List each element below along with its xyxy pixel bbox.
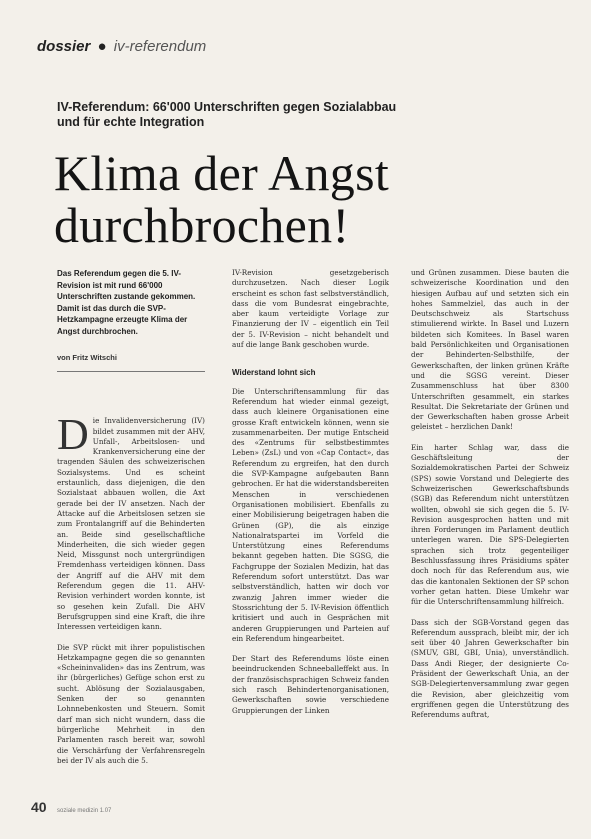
body-start	[57, 410, 205, 766]
author-byline: von Fritz Witschi	[57, 353, 117, 362]
section-kicker	[37, 38, 206, 55]
body-paragraph: Der Start des Referendums löste einen beeindruckenden Schneeballeffekt aus. In der französischsprachigen Schweiz fanden sich rasch Behindertenorganisationen, Gewerkschaften sowie verschiedene Gruppierungen der Linken	[232, 654, 389, 715]
section-heading: Widerstand lohnt sich	[232, 368, 316, 378]
body-paragraph	[57, 410, 205, 632]
kicker-dossier: dossier	[37, 38, 91, 55]
lead-paragraph: Das Referendum gegen die 5. IV-Revision ist mit rund 66'000 Unterschriften zustande gekommen. Damit ist das durch die SVP-Hetzkampagne erzeugte Klima der Angst durchbrochen.	[57, 269, 196, 336]
body-paragraph: Die SVP rückt mit ihrer populistischen Hetzkampagne gegen die so genannten «Scheininvaliden» das ins Zentrum, was ihr (bürgerliches) Gefüge schon erst zu sucht. Ablösung der Sozialausgaben, Senken der so genannten Lohnnebenkosten und Steuern. Somit darf man sich nicht wundern, dass die bürgerliche Mehrheit in den Parlamenten rasch bereit war, sowohl die Verschärfung der Verfahrensregeln bei der IV als auch die 5.	[57, 642, 205, 765]
article-title: Klima der Angst durchbrochen!	[54, 145, 390, 253]
body-paragraph: Ein harter Schlag war, dass die Geschäftsleitung der Sozialdemokratischen Partei der Schweiz (SPS) sowie Vorstand und Delegierte des Schweizerischen Gewerkschaftsbunds (SGB) das Referendum nicht unterstützen wollten, obwohl sie sich gegen die 5. IV-Revision ausgesprochen hatten und mit ihren Forderungen im Parlament deutlich unterlegen waren. Die SPS-Delegierten sprachen sich trotz gegenteiliger Beschlussfassung ihres Präsidiums später doch noch für das Referendum aus, wie das die kantonalen Sektionen der SP schon vorher getan hatten. Diese Umkehr war für die Unterschriftensammlung hilfreich.	[411, 442, 569, 607]
byline-divider	[57, 371, 205, 372]
article-subtitle: IV-Referendum: 66'000 Unterschriften gegen Sozialabbau und für echte Integration	[57, 100, 397, 129]
column-1	[57, 268, 205, 776]
column-2	[232, 268, 389, 726]
publication-name: soziale medizin 1.07	[57, 808, 112, 814]
body-paragraph: IV-Revision gesetzgeberisch durchzusetzen. Nach dieser Logik erscheint es schon fast selbstverständlich, dass die vom Bundesrat eingebrachte, aber kaum verteidigte Vorlage zur Finanzierung der IV – eigentlich ein Teil der 5. IV-Revision – nicht behandelt und auf die lange Bank geschoben wurde.	[232, 268, 389, 350]
bullet-icon: ●	[97, 38, 107, 55]
page-footer	[31, 799, 111, 817]
body-paragraph: Die Unterschriftensammlung für das Referendum hat wieder einmal gezeigt, dass auch kleinere Organisationen eine grosse Kraft entwickeln können, wenn sie zusammenarbeiten. Der mutige Entscheid des «Zentrums für selbstbestimmtes Leben» (ZsL) und von «Cap Contact», das Referendum zu ergreifen, hat den durch die SVP-Kampagne aufgebauten Bann gebrochen. Er hat die widerstandsbereiten Menschen in verschiedenen Organisationen mobilisiert. Ebenfalls zu einer Mobilisierung beigetragen haben die Grünen (GP), die als einzige Nationalratspartei im Vorfeld die Unterstützung eines Referendums bekannt gegeben hatten. Die SGSG, die Fachgruppe der Sozialen Medizin, hat das Referendum sofort unterstützt. Das war selbstverständlich, hatten wir doch vor zwanzig Jahren immer wieder die Stossrichtung der 5. IV-Revision öffentlich kritisiert und auch in Gesprächen mit anderen Gruppierungen und Parteien auf ein Referendum hingearbeitet.	[232, 386, 389, 643]
body-paragraph: und Grünen zusammen. Diese bauten die schweizerische Koordination und den hiesigen Aufbau auf und setzten sich ein hohes Sammelziel, das auch in der Deutschschweiz als Startschuss stimulierend wirkte. In Basel und Luzern bildeten sich Komitees. In Basel waren bald Persönlichkeiten und Organisationen der Behinderten-Selbsthilfe, der Gewerkschaften, der linken grünen Kräfte und die SGSG vereint. Dieser Zusammenschluss hat über 8300 Unterschriften gesammelt, ein starkes Resultat. Die Sekretariate der Grünen und der Gewerkschaften haben grosse Arbeit geleistet – herzlichen Dank!	[411, 268, 569, 432]
kicker-topic: iv-referendum	[113, 38, 207, 55]
column-3	[411, 268, 569, 730]
page-number: 40	[31, 799, 47, 815]
body-paragraph: Dass sich der SGB-Vorstand gegen das Referendum aussprach, bleibt mir, der ich seit über 40 Jahren Gewerkschafter bin (SMUV, GBI, GBI, Unia), unverständlich. Dass Andi Rieger, der designierte Co-Präsident der Gewerkschaft Unia, an der SGB-Delegiertenversammlung zwar gegen die Revision, aber gleichzeitig vom ergriffenen gegen die Unterstützung des Referendums auftrat,	[411, 617, 569, 720]
paragraph-text: ie Invalidenversicherung (IV) bildet zusammen mit der AHV, Unfall-, Arbeitslosen- und Krankenversicherung eine der tragenden Säulen des schweizerischen Sozialsystems. Und es scheint erstaunlich, dass diejenigen, die den Sozialstaat abbauen wollen, die Axt gerade bei der IV ansetzen. Nach der Attacke auf die Arbeitslosen setzen sie zum Frontalangriff auf die Behinderten an. Beide sind gesellschaftliche Minderheiten, die sich wieder gegen Neid, Missgunst noch untergründigen Fremdenhass verteidigen können. Dass der Angriff auf die AHV mit dem Referendum gegen die 11. AHV-Revision verhindert worden konnte, ist so gesehen kein Zufall. Die AHV Berufsgruppen sind eine Kraft, die ihre Interessen verteidigen kann.	[57, 416, 205, 632]
drop-cap: D	[57, 410, 89, 460]
